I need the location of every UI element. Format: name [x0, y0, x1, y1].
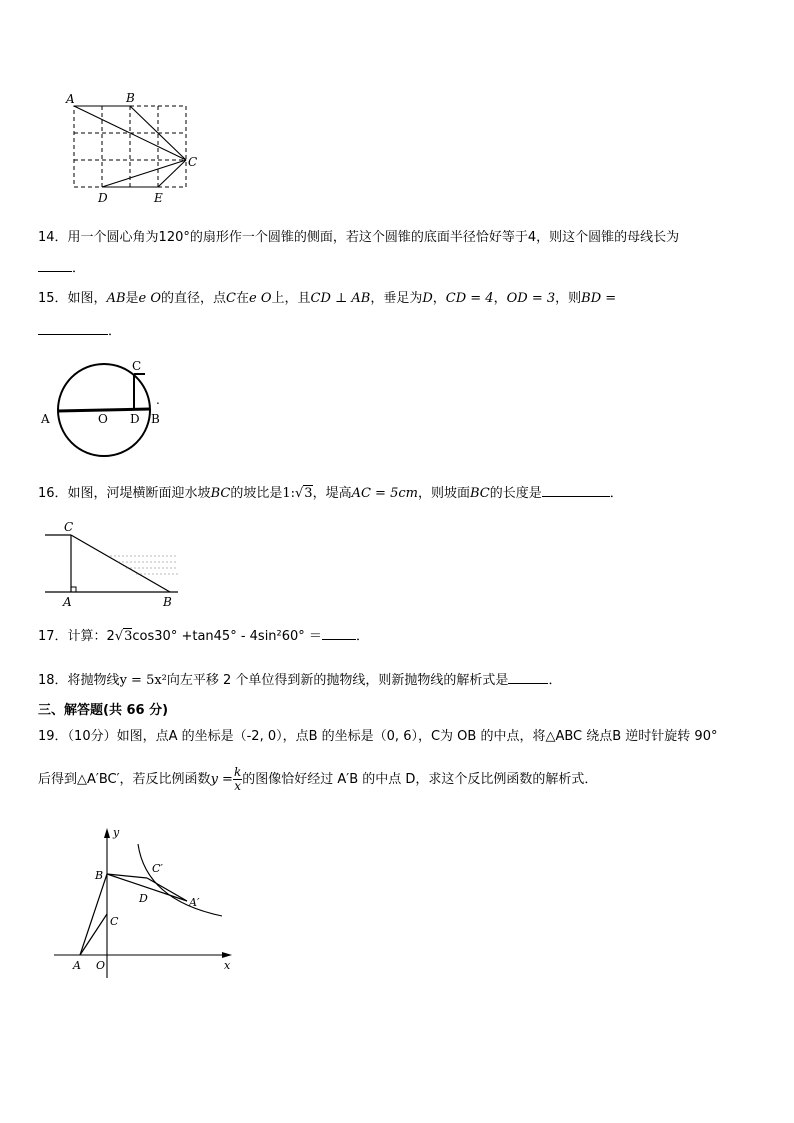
q17-sqrt: √3 [114, 629, 133, 644]
q15-c: C [226, 291, 236, 306]
question-15-answer-line [38, 322, 121, 341]
q17-end: ． [355, 629, 369, 644]
q19-denominator: x [234, 779, 241, 793]
question-14-answer-line [38, 259, 85, 278]
q16-text: ，则坡面 [417, 486, 470, 501]
q19-text: 后得到△A′BC′，若反比例函数 [38, 772, 211, 787]
q17-number: 17． [38, 629, 68, 644]
q15-circle-o: e O [138, 291, 162, 306]
q19-number: 19． [38, 729, 68, 744]
q15-circle-o: e O [249, 291, 272, 306]
q18-equation: y = 5x² [119, 673, 167, 688]
question-15 [38, 290, 616, 308]
q16-bc: BC [469, 486, 490, 501]
label-A: A [63, 595, 72, 609]
q14-end: ． [72, 261, 86, 276]
label-B: B [163, 595, 172, 609]
label-D: D [139, 892, 148, 905]
label-A-prime: A′ [189, 896, 200, 909]
figure-16-embankment [40, 518, 190, 610]
label-B: B [151, 412, 160, 426]
q16-text: 的长度是 [489, 486, 542, 501]
q15-text: 是 [125, 291, 139, 306]
q15-answer-blank[interactable] [38, 322, 108, 335]
q15-text: 如图， [67, 291, 107, 306]
q16-ac: AC = 5cm [351, 486, 418, 501]
q15-cd: CD = 4 [445, 291, 494, 306]
section-heading: 三、解答题(共 66 分) [38, 703, 169, 718]
q16-sqrt: √3 [294, 486, 313, 501]
label-B: B [95, 869, 104, 882]
label-B: B [126, 91, 135, 105]
q19-y-equals: y = [210, 772, 233, 787]
question-16 [38, 484, 623, 503]
q15-bd: BD = [581, 291, 617, 306]
q16-end: ． [609, 486, 623, 501]
q19-numerator: k [233, 765, 242, 779]
label-y: y [113, 826, 120, 839]
q15-text: 上，且 [271, 291, 311, 306]
q14-number: 14． [38, 230, 68, 245]
q18-text: 向左平移 2 个单位得到新的抛物线，则新抛物线的解析式是 [166, 673, 509, 688]
q15-text: ，垂足为 [370, 291, 423, 306]
question-19-line2 [38, 766, 597, 794]
q15-ab: AB [106, 291, 126, 306]
q15-d: D [422, 291, 433, 306]
label-C: C [110, 915, 119, 928]
q15-text: 的直径，点 [161, 291, 227, 306]
q18-answer-blank[interactable] [508, 671, 548, 684]
q15-perp: CD ⊥ AB [310, 291, 371, 306]
q17-answer-blank[interactable] [322, 627, 356, 640]
q18-text: 将抛物线 [67, 673, 120, 688]
q15-text: ， [432, 291, 446, 306]
q15-text: 在 [235, 291, 249, 306]
q15-od: OD = 3 [506, 291, 556, 306]
q17-sqrt-radicand: 3 [124, 629, 133, 644]
label-D: D [98, 191, 108, 205]
label-O: O [96, 959, 106, 972]
question-18 [38, 671, 561, 690]
q19-text: 的图像恰好经过 A′B 的中点 D，求这个反比例函数的解析式． [242, 772, 598, 787]
label-x: x [224, 959, 231, 972]
dot-mark: . [156, 393, 160, 407]
q14-text: 用一个圆心角为120°的扇形作一个圆锥的侧面，若这个圆锥的底面半径恰好等于4，则这个圆锥的母线长为 [67, 230, 680, 245]
q16-ratio: 1: [282, 486, 295, 501]
q16-answer-blank[interactable] [542, 484, 610, 497]
label-A: A [41, 412, 50, 426]
q19-text: （10分）如图，点A 的坐标是（-2, 0），点B 的坐标是（0, 6），C为 OB 的中点，将△ABC 绕点B 逆时针旋转 90° [67, 729, 718, 744]
q15-end: ． [108, 324, 122, 339]
q19-fraction [233, 766, 242, 793]
q18-end: ． [548, 673, 562, 688]
label-C: C [64, 520, 74, 534]
q15-text: ， [493, 291, 507, 306]
label-A: A [66, 92, 75, 106]
q15-text: ，则 [555, 291, 582, 306]
label-C: C [188, 155, 198, 169]
figure-13-grid [60, 90, 210, 210]
label-E: E [154, 191, 163, 205]
q18-number: 18． [38, 673, 68, 688]
label-A: A [73, 959, 81, 972]
label-C-prime: C′ [152, 862, 163, 875]
q17-text: 计算：2 [67, 629, 115, 644]
q14-answer-blank[interactable] [38, 259, 72, 272]
q16-text: 的坡比是 [230, 486, 283, 501]
q15-number: 15． [38, 291, 68, 306]
question-19 [38, 728, 717, 746]
q16-text: ，堤高 [312, 486, 352, 501]
figure-15-circle [38, 354, 168, 464]
question-17 [38, 627, 369, 646]
label-D: D [130, 412, 140, 426]
q17-text: cos30° +tan45° - 4sin²60° ＝ [132, 629, 322, 644]
figure-19-coordinate [50, 822, 245, 982]
q16-text: 如图，河堤横断面迎水坡 [67, 486, 211, 501]
question-14 [38, 229, 679, 247]
q16-bc: BC [210, 486, 231, 501]
q16-number: 16． [38, 486, 68, 501]
label-C: C [132, 359, 142, 373]
label-O: O [98, 412, 108, 426]
q16-sqrt-radicand: 3 [304, 486, 313, 501]
